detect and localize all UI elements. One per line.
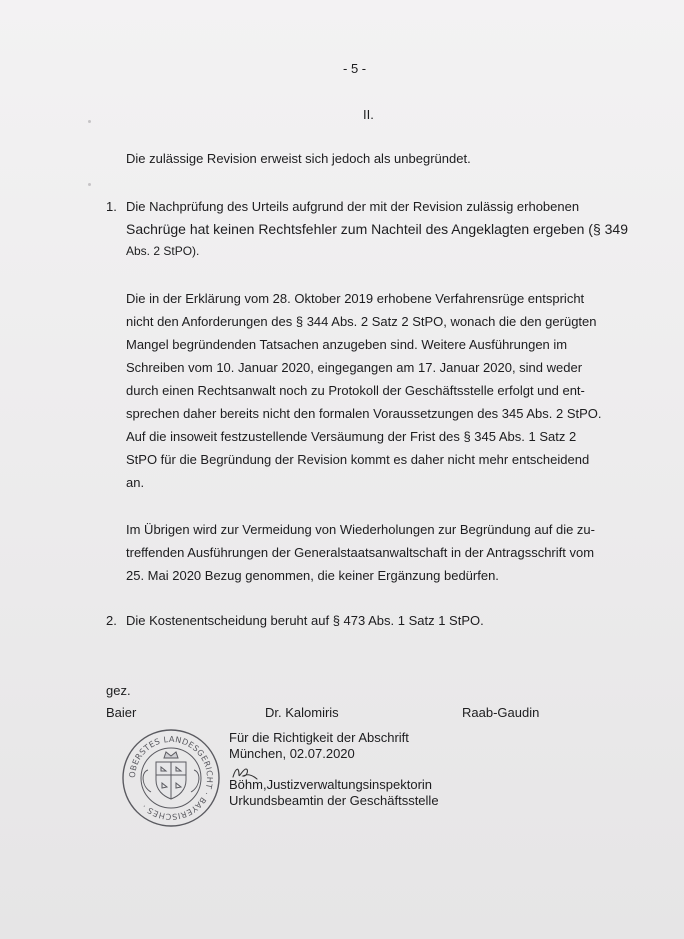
- item-1-line: Abs. 2 StPO).: [126, 244, 200, 258]
- item-1-line: Sachrüge hat keinen Rechtsfehler zum Nachteil des Angeklagten ergeben (§ 349: [126, 221, 628, 237]
- binding-mark: [88, 120, 91, 123]
- paragraph-line: an.: [126, 475, 145, 490]
- certification-line: Für die Richtigkeit der Abschrift: [229, 730, 409, 745]
- coat-of-arms-icon: [143, 752, 199, 799]
- paragraph-line: nicht den Anforderungen des § 344 Abs. 2 Satz 2 StPO, wonach die den gerügten: [126, 314, 597, 329]
- page-number: - 5 -: [343, 61, 367, 76]
- item-2-line: Die Kostenentscheidung beruht auf § 473 Abs. 1 Satz 1 StPO.: [126, 613, 484, 628]
- item-1-line: Die Nachprüfung des Urteils aufgrund der mit der Revision zulässig erhobenen: [126, 199, 580, 214]
- binding-mark: [88, 183, 91, 186]
- handwritten-signature: [231, 765, 259, 781]
- gez-label: gez.: [106, 683, 131, 698]
- paragraph-line: Die in der Erklärung vom 28. Oktober 2019 erhobene Verfahrensrüge entspricht: [126, 291, 585, 306]
- paragraph-line: Schreiben vom 10. Januar 2020, eingegangen am 17. Januar 2020, sind weder: [126, 360, 583, 375]
- court-seal-stamp: [121, 728, 221, 828]
- paragraph-line: Mangel begründenden Tatsachen anzugeben sind. Weitere Ausführungen im: [126, 337, 568, 352]
- paragraph-line: StPO für die Begründung der Revision kommt es daher nicht mehr entscheidend: [126, 452, 590, 467]
- paragraph-line: Im Übrigen wird zur Vermeidung von Wiederholungen zur Begründung auf die zu-: [126, 522, 595, 537]
- paragraph-line: sprechen daher bereits nicht den formalen Voraussetzungen des 345 Abs. 2 StPO.: [126, 406, 602, 421]
- section-number: II.: [363, 107, 374, 122]
- item-number: 2.: [106, 613, 117, 628]
- paragraph-line: durch einen Rechtsanwalt noch zu Protokoll der Geschäftsstelle erfolgt und ent-: [126, 383, 585, 398]
- certification-line: Urkundsbeamtin der Geschäftsstelle: [229, 793, 439, 808]
- seal-text: OBERSTES LANDESGERICHT · BAYERISCHES ·: [126, 733, 216, 823]
- judge-name: Dr. Kalomiris: [265, 705, 339, 720]
- certification-line: München, 02.07.2020: [229, 746, 355, 761]
- paragraph-line: Auf die insoweit festzustellende Versäumung der Frist des § 345 Abs. 1 Satz 2: [126, 429, 577, 444]
- paragraph-line: treffenden Ausführungen der Generalstaatsanwaltschaft in der Antragsschrift vom: [126, 545, 595, 560]
- certification-line: Böhm,Justizverwaltungsinspektorin: [229, 777, 433, 792]
- judge-name: Raab-Gaudin: [462, 705, 540, 720]
- judge-name: Baier: [106, 705, 137, 720]
- intro-text: Die zulässige Revision erweist sich jedoch als unbegründet.: [126, 151, 471, 166]
- paragraph-line: 25. Mai 2020 Bezug genommen, die keiner Ergänzung bedürfen.: [126, 568, 499, 583]
- item-number: 1.: [106, 199, 117, 214]
